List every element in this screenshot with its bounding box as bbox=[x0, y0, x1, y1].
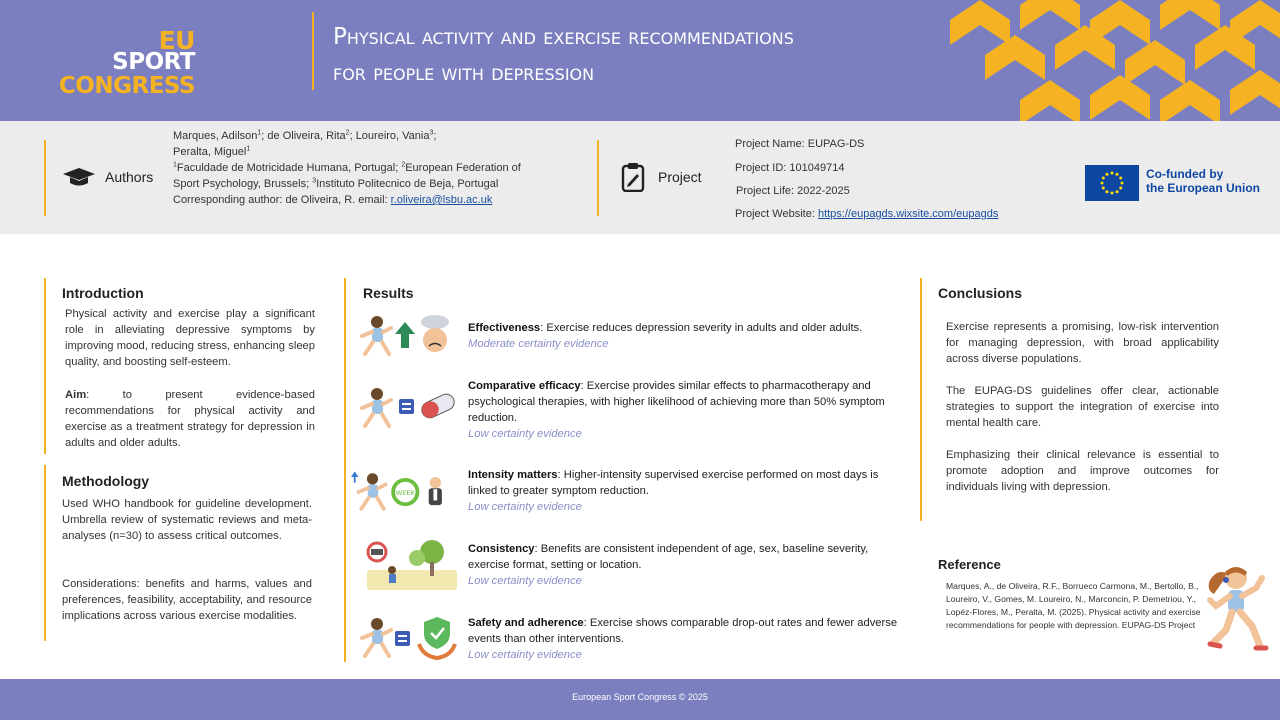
aim-label: Aim bbox=[65, 389, 87, 401]
conclusions-p1: Exercise represents a promising, low-risk intervention for managing depression, with broad applicability across diverse populations. bbox=[946, 321, 1219, 365]
result-certainty: Low certainty evidence bbox=[468, 649, 582, 661]
logo-eu: EU bbox=[158, 26, 195, 55]
methodology-divider bbox=[44, 465, 46, 641]
project-website bbox=[735, 206, 998, 222]
graduation-cap-icon bbox=[62, 167, 96, 189]
authors-label: Authors bbox=[105, 169, 154, 185]
methodology-text-2: Considerations: benefits and harms, values and preferences, feasibility, acceptability, and resource implications across various exercise modalities. bbox=[62, 578, 312, 622]
eu-funding-line2: the European Union bbox=[1146, 181, 1260, 195]
header-divider bbox=[312, 12, 314, 90]
author-name: Peralta, Miguel bbox=[173, 146, 247, 158]
author-sup: 3 bbox=[429, 129, 434, 137]
affiliation: Instituto Politecnico de Beja, Portugal bbox=[316, 178, 499, 190]
methodology-title: Methodology bbox=[62, 473, 150, 489]
project-life: Project Life: 2022-2025 bbox=[736, 185, 850, 197]
result-label: Intensity matters bbox=[468, 469, 558, 481]
eu-funding-line1: Co-funded by bbox=[1146, 167, 1224, 181]
affiliation: Faculdade de Motricidade Humana, Portugal; bbox=[176, 162, 402, 174]
affiliation: European Federation of bbox=[405, 162, 521, 174]
affiliation: Sport Psychology, Brussels; bbox=[173, 178, 313, 190]
footer-text: European Sport Congress © 2025 bbox=[572, 692, 708, 702]
authors-block bbox=[173, 128, 573, 208]
result-text: : Exercise provides similar effects to pharmacotherapy and psychological therapies, with higher likelihood of achieving more than 50% symptom reduction. bbox=[468, 380, 885, 424]
result-item bbox=[468, 320, 908, 352]
logo-sport: SPORT bbox=[112, 49, 195, 75]
runner-equals-shield-icon bbox=[357, 614, 462, 662]
page-title-line-1: Physical activity and exercise recommendations bbox=[333, 24, 794, 50]
logo-congress: CONGRESS bbox=[58, 73, 195, 99]
introduction-text: Physical activity and exercise play a significant role in alleviating depressive symptoms by improving mood, reducing stress, enhancing sleep quality, and boosting self-esteem. bbox=[65, 308, 315, 368]
clipboard-icon bbox=[621, 162, 645, 192]
results-title: Results bbox=[363, 285, 414, 301]
intensity-week-coach-icon bbox=[350, 468, 455, 516]
conclusions-p3: Emphasizing their clinical relevance is essential to promote adoption and improve outcomes for individuals living with depression. bbox=[946, 449, 1219, 493]
runner-illustration-icon bbox=[1200, 560, 1272, 652]
runner-equals-pill-icon bbox=[357, 384, 462, 432]
methodology-text-1: Used WHO handbook for guideline development. Umbrella review of systematic reviews and meta-analyses (n=30) to assess critical outcomes. bbox=[62, 498, 312, 542]
affiliation-sup: 2 bbox=[401, 161, 406, 169]
affiliation-sup: 1 bbox=[173, 161, 177, 169]
footer bbox=[0, 679, 1280, 720]
result-item bbox=[468, 378, 908, 442]
conclusions-title: Conclusions bbox=[938, 285, 1023, 301]
project-name: Project Name: EUPAG-DS bbox=[735, 138, 865, 150]
introduction-divider bbox=[44, 278, 46, 454]
introduction-title: Introduction bbox=[62, 285, 144, 301]
result-certainty: Low certainty evidence bbox=[468, 428, 582, 440]
result-label: Effectiveness bbox=[468, 322, 541, 334]
author-name: Marques, Adilson bbox=[173, 130, 258, 142]
svg-text:WEEK: WEEK bbox=[395, 488, 415, 497]
corresponding-author: Corresponding author: de Oliveira, R. email: bbox=[173, 194, 391, 206]
project-label: Project bbox=[658, 169, 702, 185]
author-separator: ; bbox=[433, 130, 437, 142]
eu-flag-icon bbox=[1085, 165, 1139, 201]
result-label: Safety and adherence bbox=[468, 617, 584, 629]
result-certainty: Moderate certainty evidence bbox=[468, 338, 609, 350]
info-band bbox=[0, 121, 1280, 234]
result-item bbox=[468, 541, 908, 589]
result-label: Comparative efficacy bbox=[468, 380, 581, 392]
author-name: ; de Oliveira, Rita bbox=[261, 130, 346, 142]
result-text: : Higher-intensity supervised exercise performed on most days is linked to greater symptom reduction. bbox=[468, 469, 879, 497]
result-text: : Exercise reduces depression severity in adults and older adults. bbox=[540, 322, 863, 334]
result-item bbox=[468, 467, 908, 515]
chevron-pattern-decoration bbox=[920, 0, 1280, 121]
result-label: Consistency bbox=[468, 543, 535, 555]
aim-body: : to present evidence-based recommendations for physical activity and exercise as a treatment strategy for depression in adults and older adults. bbox=[65, 389, 315, 449]
aim-text bbox=[65, 387, 315, 451]
outdoor-exercise-icon bbox=[357, 538, 462, 592]
header bbox=[0, 0, 1280, 121]
project-website-label: Project Website: bbox=[735, 208, 818, 220]
project-divider bbox=[597, 140, 599, 216]
reference-text: Marques, A., de Oliveira, R.F., Borrueco Carmona, M., Bertollo, B., Loureiro, V., Gomes, M. Loureiro, N., Marconcin, P. Demetriou, Y., Lopéz-Flores, M., Peralta, M. (2025). Physical activity and exercise recommendations for people with depression. EUPAG-DS Project bbox=[946, 581, 1201, 630]
runner-mood-icon bbox=[357, 312, 462, 360]
result-item bbox=[468, 615, 908, 663]
author-sup: 1 bbox=[246, 145, 251, 153]
project-website-link[interactable]: https://eupagds.wixsite.com/eupagds bbox=[817, 208, 999, 220]
eu-funding bbox=[1146, 167, 1260, 195]
result-certainty: Low certainty evidence bbox=[468, 575, 582, 587]
affiliation-sup: 3 bbox=[312, 177, 317, 185]
authors-divider bbox=[44, 140, 46, 216]
results-divider bbox=[344, 278, 346, 662]
result-text: : Exercise shows comparable drop-out rates and fewer adverse events than other interventions. bbox=[468, 617, 898, 645]
conclusions-p2: The EUPAG-DS guidelines offer clear, actionable strategies to support the integration of exercise into mental health care. bbox=[946, 385, 1219, 429]
author-sup: 1 bbox=[257, 129, 262, 137]
reference-title: Reference bbox=[938, 557, 1001, 572]
email-link[interactable]: r.oliveira@lsbu.ac.uk bbox=[390, 194, 493, 206]
author-sup: 2 bbox=[345, 129, 350, 137]
project-id: Project ID: 101049714 bbox=[735, 162, 845, 174]
result-text: : Benefits are consistent independent of age, sex, baseline severity, exercise format, setting or location. bbox=[468, 543, 869, 571]
result-certainty: Low certainty evidence bbox=[468, 501, 582, 513]
author-name: ; Loureiro, Vania bbox=[349, 130, 430, 142]
page-title-line-2: for people with depression bbox=[333, 60, 595, 86]
conclusions-divider bbox=[920, 278, 922, 521]
